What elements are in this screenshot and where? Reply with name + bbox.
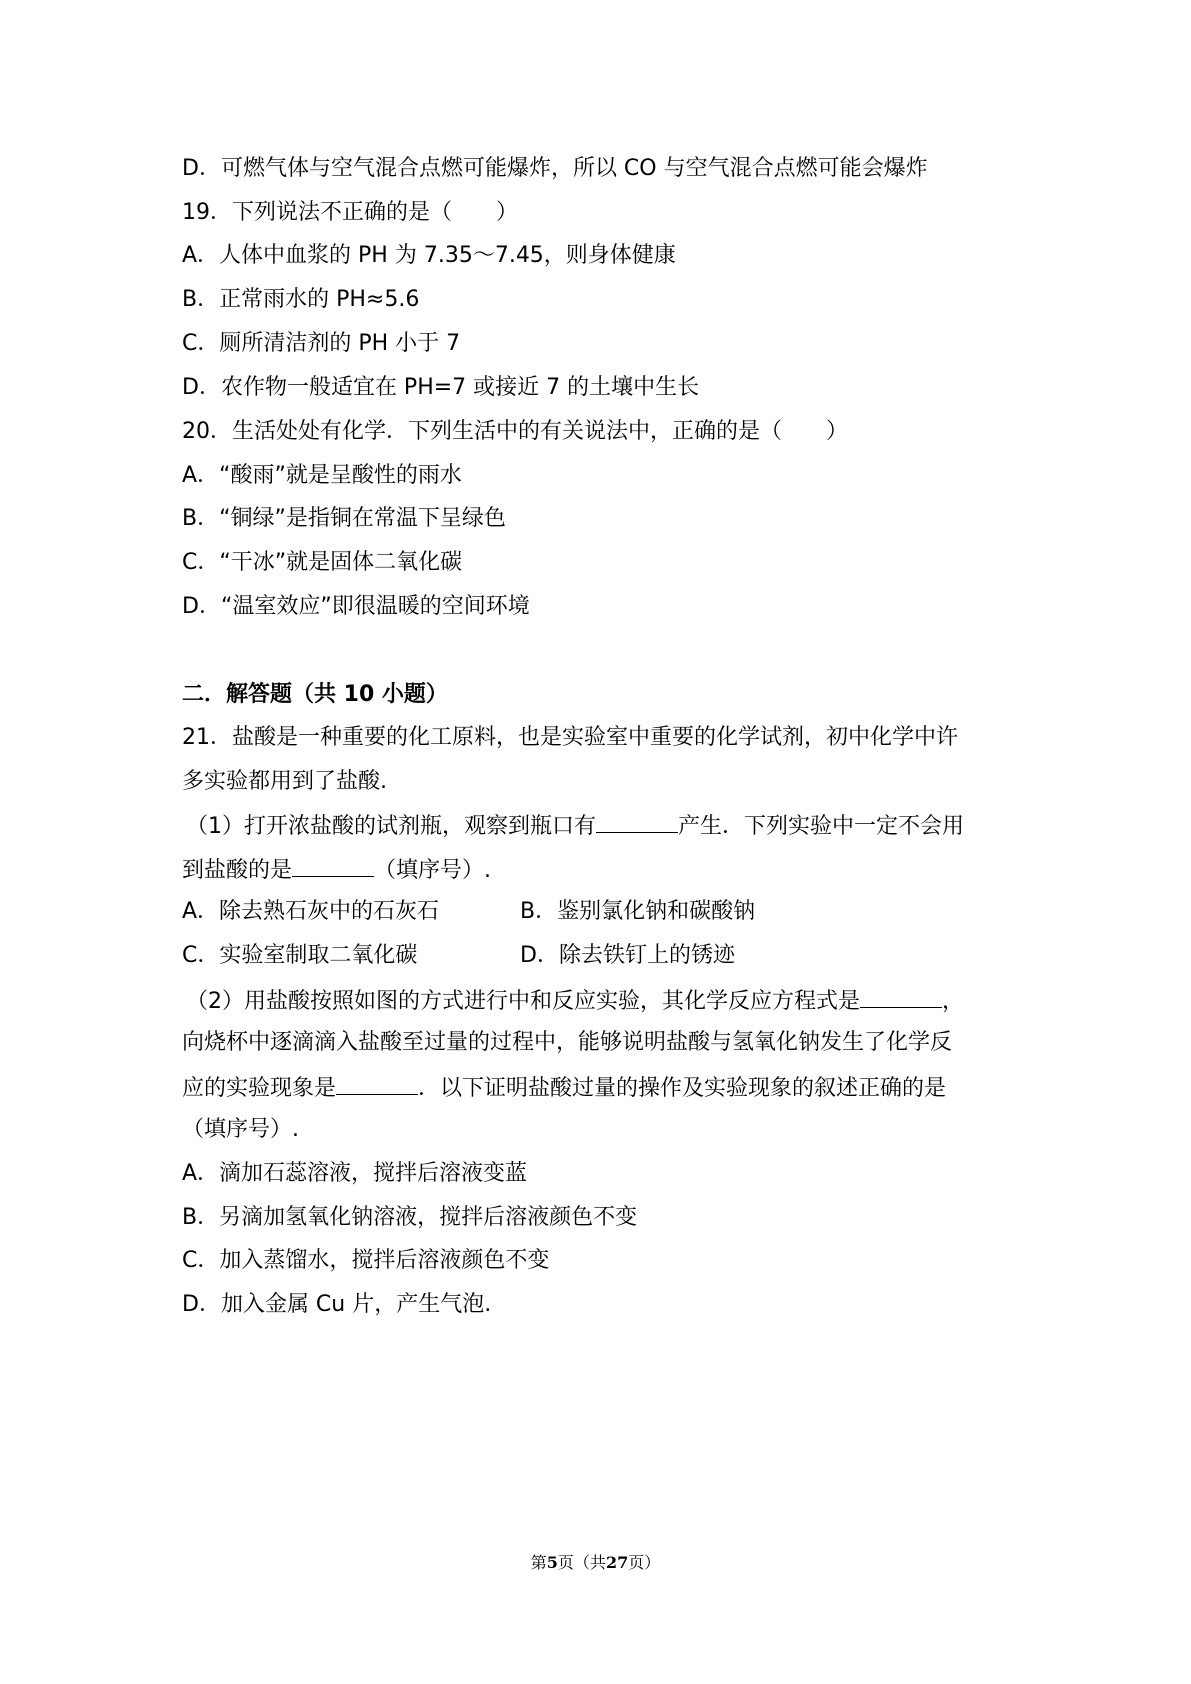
q21-part1-option-c: C．实验室制取二氧化碳 [182, 943, 418, 968]
q20-option-b: B．“铜绿”是指铜在常温下呈绿色 [182, 506, 506, 531]
q21-part1-text-a: （1）打开浓盐酸的试剂瓶，观察到瓶口有 [186, 814, 596, 839]
q19-option-a: A．人体中血浆的 PH 为 7.35～7.45，则身体健康 [182, 243, 676, 268]
q21-stem-line2: 多实验都用到了盐酸. [182, 769, 387, 794]
answer-blank [292, 854, 374, 877]
q19-option-b: B．正常雨水的 PH≈5.6 [182, 287, 420, 312]
q19-option-d: D．农作物一般适宜在 PH=7 或接近 7 的土壤中生长 [182, 375, 700, 400]
q20-stem: 20．生活处处有化学．下列生活中的有关说法中，正确的是（ ） [182, 419, 848, 444]
q21-part1-option-d: D．除去铁钉上的锈迹 [520, 943, 735, 968]
q21-stem-line1: 21．盐酸是一种重要的化工原料，也是实验室中重要的化学试剂，初中化学中许 [182, 725, 958, 750]
q21-part1-option-b: B．鉴别氯化钠和碳酸钠 [520, 899, 756, 924]
footer-prefix: 第 [530, 1553, 547, 1572]
footer-page-number: 5 [546, 1553, 558, 1572]
page-footer [0, 1552, 1191, 1574]
answer-blank [860, 985, 942, 1008]
q21-part2-text-e: ．以下证明盐酸过量的操作及实验现象的叙述正确的是 [418, 1076, 947, 1101]
q20-option-d: D．“温室效应”即很温暖的空间环境 [182, 594, 530, 619]
q21-part1-text-b: 产生．下列实验中一定不会用 [678, 814, 965, 839]
q21-part2-option-d: D．加入金属 Cu 片，产生气泡. [182, 1292, 492, 1317]
q18-option-d: D．可燃气体与空气混合点燃可能爆炸，所以 CO 与空气混合点燃可能会爆炸 [182, 156, 928, 181]
q21-part2-text-a: （2）用盐酸按照如图的方式进行中和反应实验，其化学反应方程式是 [186, 989, 860, 1014]
answer-blank [336, 1072, 418, 1095]
q19-stem: 19．下列说法不正确的是（ ） [182, 200, 518, 225]
footer-middle: 页（共 [557, 1553, 606, 1572]
footer-suffix: 页） [628, 1553, 661, 1572]
footer-total-pages: 27 [605, 1553, 629, 1572]
answer-blank [596, 810, 678, 833]
q21-part1-option-a: A．除去熟石灰中的石灰石 [182, 899, 440, 924]
q21-part2-line2: 向烧杯中逐滴滴入盐酸至过量的过程中，能够说明盐酸与氢氧化钠发生了化学反 [182, 1030, 953, 1055]
q21-part2-line1 [186, 985, 964, 1017]
q21-part1-line1 [186, 810, 964, 842]
q21-part2-line4: （填序号）. [182, 1117, 299, 1142]
q21-part2-option-b: B．另滴加氢氧化钠溶液，搅拌后溶液颜色不变 [182, 1205, 638, 1230]
q20-option-a: A．“酸雨”就是呈酸性的雨水 [182, 463, 462, 488]
q21-part1-text-d: （填序号）. [374, 858, 492, 883]
q21-part2-option-c: C．加入蒸馏水，搅拌后溶液颜色不变 [182, 1248, 550, 1273]
q21-part2-option-a: A．滴加石蕊溶液，搅拌后溶液变蓝 [182, 1161, 528, 1186]
q21-part1-text-c: 到盐酸的是 [182, 858, 293, 883]
q21-part2-text-b: ， [942, 989, 965, 1014]
section-heading: 二．解答题（共 10 小题） [182, 682, 448, 707]
q21-part2-line3 [182, 1072, 946, 1104]
q21-part1-line2 [182, 854, 491, 886]
q19-option-c: C．厕所清洁剂的 PH 小于 7 [182, 331, 461, 356]
q20-option-c: C．“干冰”就是固体二氧化碳 [182, 550, 463, 575]
q21-part2-text-d: 应的实验现象是 [182, 1076, 337, 1101]
